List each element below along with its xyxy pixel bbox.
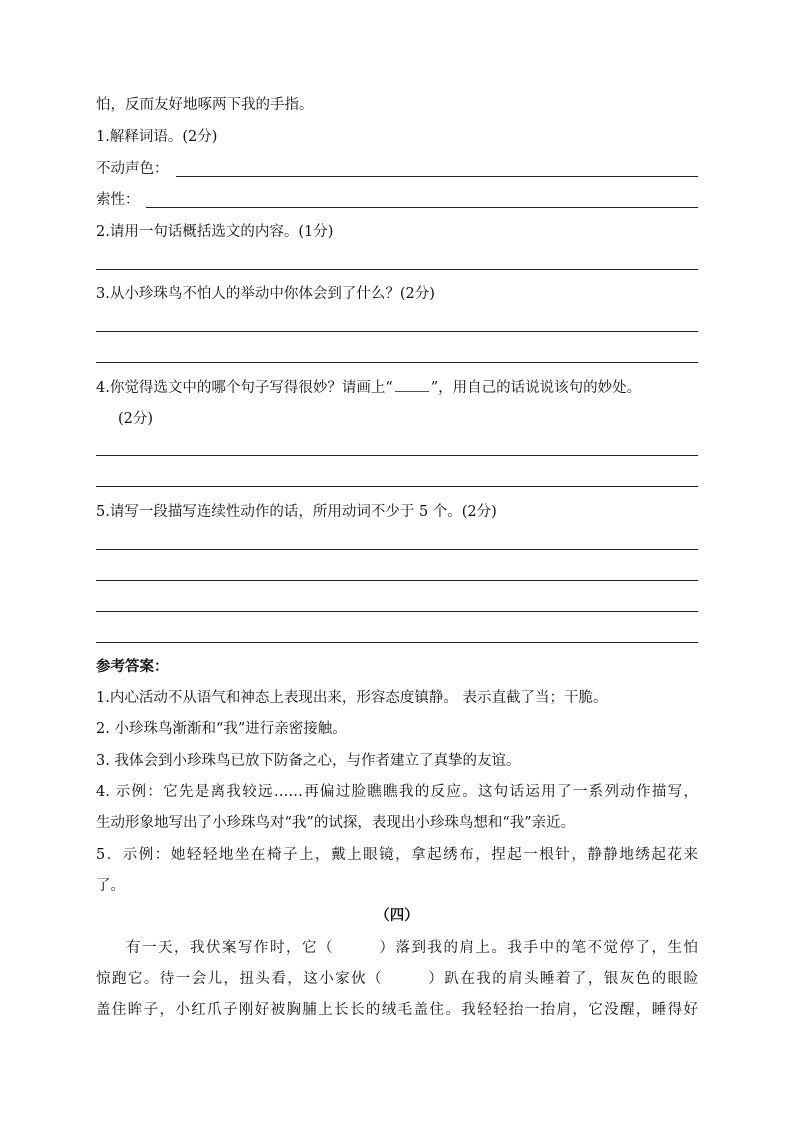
- question-4: [96, 377, 698, 398]
- section-4-line-1b: ）落到我的肩上。我手中的笔不觉停了，生怕: [378, 940, 698, 956]
- answer-blank-2[interactable]: [146, 207, 698, 208]
- answer-5-line-1: 5．示例：她轻轻地坐在椅子上，戴上眼镜，拿起绣布，捏起一根针，静静地绣起花来: [96, 847, 698, 863]
- section-4-line-2a: 惊跑它。待一会儿，扭头看，这小家伙（: [96, 971, 383, 987]
- question-3: 3.从小珍珠鸟不怕人的举动中你体会到了什么？(2分): [96, 286, 435, 302]
- term-row-2: [96, 190, 698, 210]
- question-4-points: (2分): [118, 411, 154, 427]
- term-label-1: 不动声色：: [96, 161, 169, 177]
- answer-line-q2[interactable]: [96, 269, 698, 270]
- underline-sample: [395, 377, 429, 392]
- passage-tail: 怕，反而友好地啄两下我的手指。: [96, 97, 314, 113]
- question-1: 1.解释词语。(2分): [96, 129, 218, 145]
- section-4-line-1: [126, 938, 698, 958]
- question-5: 5.请写一段描写连续性动作的话，所用动词不少于 5 个。(2分): [96, 504, 497, 520]
- answer-4-line-1: 4. 示例：它先是离我较远……再偏过脸瞧瞧我的反应。这句话运用了一系列动作描写，: [96, 784, 698, 800]
- term-label-2: 索性：: [96, 192, 140, 208]
- answer-line-q4-2[interactable]: [96, 486, 698, 487]
- answer-2: 2. 小珍珠鸟渐渐和“我”进行亲密接触。: [96, 721, 347, 737]
- answers-heading: 参考答案：: [96, 658, 169, 675]
- answer-blank-1[interactable]: [176, 176, 698, 177]
- section-4-heading: （四）: [375, 907, 419, 924]
- question-4-part2: ”，用自己的话说说该句的妙处。: [430, 380, 642, 396]
- answer-3: 3. 我体会到小珍珠鸟已放下防备之心，与作者建立了真挚的友谊。: [96, 753, 521, 769]
- answer-line-q3-1[interactable]: [96, 331, 698, 332]
- answer-line-q4-1[interactable]: [96, 455, 698, 456]
- answer-line-q5-4[interactable]: [96, 642, 698, 643]
- answer-1: 1.内心活动不从语气和神态上表现出来，形容态度镇静。 表示直截了当；干脆。: [96, 690, 608, 706]
- answer-4-line-2: 生动形象地写出了小珍珠鸟对“我”的试探，表现出小珍珠鸟想和“我”亲近。: [96, 815, 576, 831]
- question-4-part1: 4.你觉得选文中的哪个句子写得很妙？请画上“: [96, 380, 393, 396]
- section-4-line-2b: ）趴在我的肩头睡着了，银灰色的眼睑: [426, 971, 699, 987]
- term-row-1: [96, 159, 698, 179]
- section-4-line-1a: 有一天，我伏案写作时，它（: [126, 940, 334, 956]
- answer-line-q5-1[interactable]: [96, 549, 698, 550]
- question-2: 2.请用一句话概括选文的内容。(1分): [96, 224, 334, 240]
- answer-line-q5-3[interactable]: [96, 611, 698, 612]
- answer-line-q5-2[interactable]: [96, 580, 698, 581]
- answer-5-line-2: 了。: [96, 878, 125, 894]
- answer-line-q3-2[interactable]: [96, 362, 698, 363]
- section-4-line-2: [96, 969, 698, 989]
- section-4-line-3: 盖住眸子，小红爪子刚好被胸脯上长长的绒毛盖住。我轻轻抬一抬肩，它没醒，睡得好: [96, 1002, 698, 1018]
